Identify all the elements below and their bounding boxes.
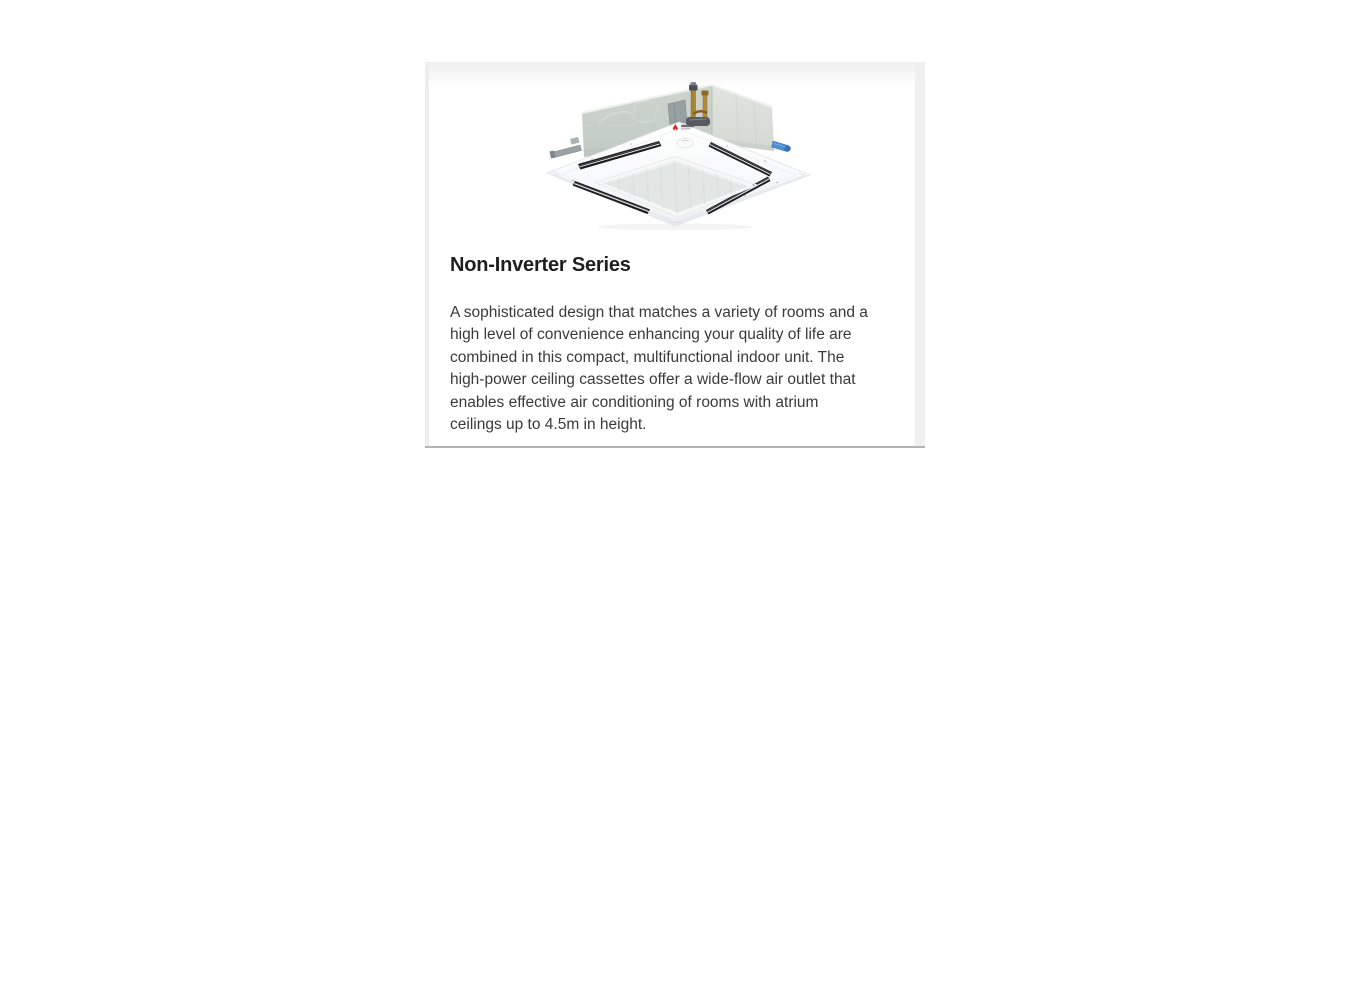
card-title: Non-Inverter Series <box>450 254 631 276</box>
card-left-edge <box>425 62 429 448</box>
card-bottom-divider <box>425 446 925 448</box>
blue-pipe-cap <box>772 141 791 152</box>
product-image <box>540 80 815 230</box>
description-line: A sophisticated design that matches a variety of rooms and a <box>450 304 868 321</box>
description-line: enables effective air conditioning of rooms with atrium <box>450 393 819 411</box>
card-description <box>450 302 912 436</box>
description-line: high level of convenience enhancing your quality of life are <box>450 326 852 344</box>
description-line: combined in this compact, multifunctional indoor unit. The <box>450 348 845 366</box>
product-card <box>425 62 925 448</box>
card-right-edge <box>915 62 925 448</box>
description-line: high-power ceiling cassettes offer a wide-flow air outlet that <box>450 371 856 389</box>
description-line: ceilings up to 4.5m in height. <box>450 416 647 434</box>
product-image-container <box>540 80 815 230</box>
left-pipe-stub <box>550 137 582 159</box>
